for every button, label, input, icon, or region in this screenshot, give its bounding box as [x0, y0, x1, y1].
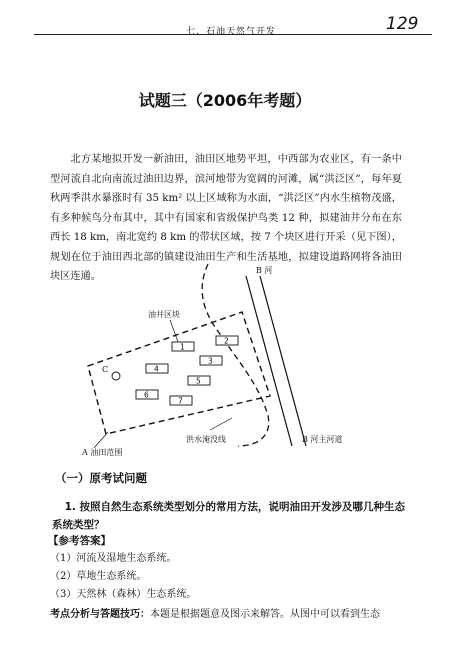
oil-well-blocks	[136, 336, 238, 406]
oilfield-range-label: A 油田范围	[82, 448, 123, 456]
flood-label-leader	[210, 418, 232, 430]
svg-text:5: 5	[196, 376, 201, 386]
analysis-paragraph	[50, 605, 420, 620]
town-c-marker	[112, 372, 120, 380]
river-label: B 河	[256, 266, 273, 275]
chapter-title: 七、石油天然气开发	[186, 27, 277, 37]
question-1: 1. 按照自然生态系统类型划分的常用方法，说明油田开发涉及哪几种生态系统类型？	[52, 501, 406, 531]
case-passage: 北方某地拟开发一新油田，油田区地势平坦，中西部为农业区，有一条中型河流自北向南流过油田边界，滨河地带为宽阔的河滩，属“洪泛区”，每年夏秋两季洪水暴涨时有 35 km² 以上区域称为水面，“洪泛区”内水生植物茂盛，有多种候鸟分布其中，其中有国家和省级保护鸟类 12 种，拟建油井分布在东西长 18 km，南北宽约 8 km 的带状区域，按 7 个块区进行开采（见下图），规划在位于油田西北部的镇建设油田生产和生活基地，拟建设道路网将各油田块区连通。	[50, 154, 402, 282]
svg-text:6: 6	[144, 390, 149, 400]
section-heading: （一）原考试问题	[55, 471, 147, 485]
oilfield-label-leader	[94, 432, 108, 448]
svg-text:4: 4	[154, 364, 159, 374]
svg-text:3: 3	[208, 356, 213, 366]
block-area-leader	[170, 320, 178, 342]
answer-item-1: （1）河流及湿地生态系统。	[50, 553, 177, 564]
header-divider	[34, 34, 432, 35]
exam-title: 试题三（2006年考题）	[138, 91, 312, 110]
oilfield-boundary	[88, 312, 270, 434]
svg-text:7: 7	[178, 396, 183, 406]
answer-label: 【参考答案】	[48, 535, 111, 547]
page-header	[0, 0, 450, 38]
svg-text:2: 2	[224, 336, 229, 346]
analysis-text: 本题是根据题意及图示来解答。从图中可以看到生态	[150, 609, 380, 620]
answer-item-3: （3）天然林（森林）生态系统。	[50, 589, 197, 600]
flood-line	[202, 264, 269, 446]
flood-line-label: 洪水淹没线	[186, 435, 226, 444]
oilfield-map-figure	[60, 256, 390, 456]
page-number: 129	[386, 14, 419, 34]
analysis-label: 考点分析与答题技巧：	[50, 609, 150, 620]
town-c-label: C	[102, 365, 109, 374]
river-bank-east	[260, 276, 306, 446]
svg-text:1: 1	[180, 342, 185, 352]
block-area-label: 油井区块	[148, 310, 180, 319]
answer-item-2: （2）草地生态系统。	[50, 571, 147, 582]
river-course-label: B 河主河道	[302, 435, 343, 444]
